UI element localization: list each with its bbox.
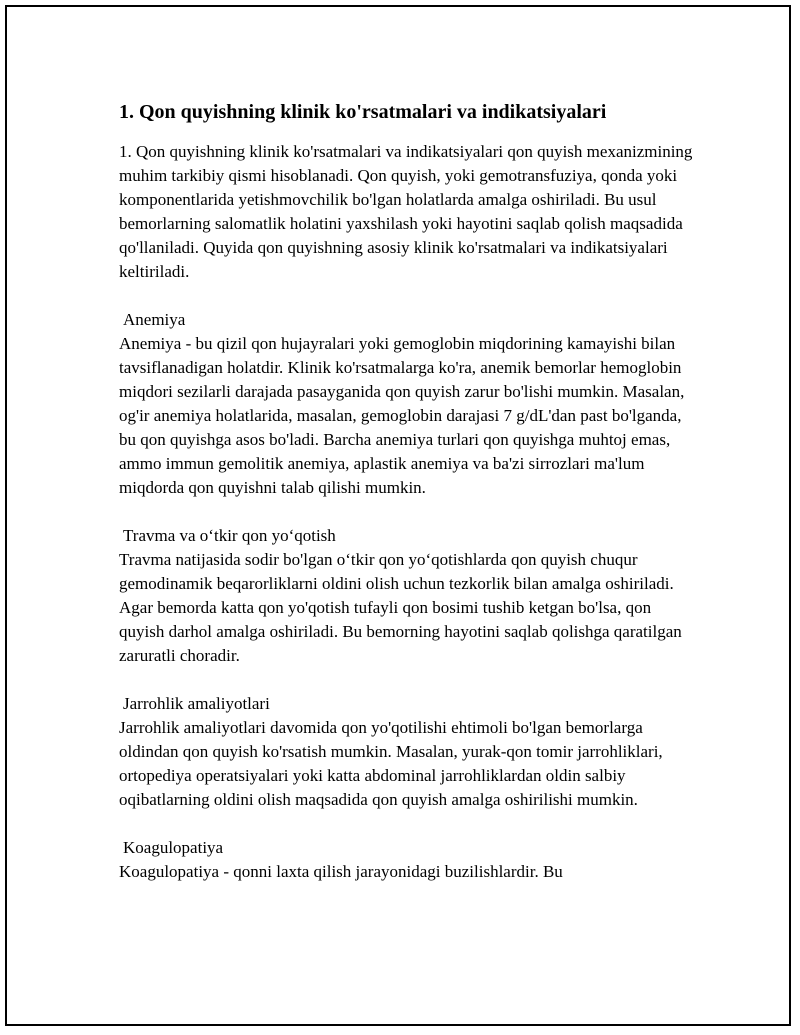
section-anemiya (119, 308, 699, 500)
section-heading: Travma va oʻtkir qon yoʻqotish (123, 526, 336, 545)
section-heading: Jarrohlik amaliyotlari (123, 694, 270, 713)
section-koagulopatiya (119, 836, 699, 884)
section-travma (119, 524, 699, 668)
section-body: Jarrohlik amaliyotlari davomida qon yo'qotilishi ehtimoli bo'lgan bemorlarga oldindan qon quyish ko'rsatish mumkin. Masalan, yurak-qon tomir jarrohliklari, ortopediya operatsiyalari yoki katta abdominal jarrohliklardan oldin salbiy oqibatlarning oldini olish maqsadida qon quyish amalga oshirilishi mumkin. (119, 718, 663, 809)
section-heading: Anemiya (123, 310, 186, 329)
section-body: Anemiya - bu qizil qon hujayralari yoki gemoglobin miqdorining kamayishi bilan tavsiflanadigan holatdir. Klinik ko'rsatmalarga ko'ra, anemik bemorlar hemoglobin miqdori sezilarli darajada pasayganida qon quyish zarur bo'lishi mumkin. Masalan, og'ir anemiya holatlarida, masalan, gemoglobin darajasi 7 g/dL'dan past bo'lganda, bu qon quyishga asos bo'ladi. Barcha anemiya turlari qon quyishga muhtoj emas, ammo immun gemolitik anemiya, aplastik anemiya va ba'zi sirrozlari ma'lum miqdorda qon quyishni talab qilishi mumkin. (119, 334, 685, 497)
document-content (119, 99, 699, 884)
section-heading: Koagulopatiya (123, 838, 224, 857)
section-jarrohlik (119, 692, 699, 812)
document-title: 1. Qon quyishning klinik ko'rsatmalari va indikatsiyalari (119, 101, 607, 123)
section-body: Travma natijasida sodir bo'lgan oʻtkir qon yoʻqotishlarda qon quyish chuqur gemodinamik beqarorliklarni oldini olish uchun tezkorlik bilan amalga oshiriladi. Agar bemorda katta qon yo'qotish tufayli qon bosimi tushib ketgan bo'lsa, qon quyish darhol amalga oshiriladi. Bu bemorning hayotini saqlab qolishga qaratilgan zaruratli choradir. (119, 550, 682, 665)
intro-paragraph: 1. Qon quyishning klinik ko'rsatmalari va indikatsiyalari qon quyish mexanizmining muhim tarkibiy qismi hisoblanadi. Qon quyish, yoki gemotransfuziya, qonda yoki komponentlarida yetishmovchilik bo'lgan holatlarda amalga oshiriladi. Bu usul bemorlarning salomatlik holatini yaxshilash yoki hayotini saqlab qolish maqsadida qo'llaniladi. Quyida qon quyishning asosiy klinik ko'rsatmalari va indikatsiyalari keltiriladi. (119, 142, 693, 281)
section-body: Koagulopatiya - qonni laxta qilish jarayonidagi buzilishlardir. Bu (119, 862, 563, 881)
page-frame (5, 5, 791, 1026)
